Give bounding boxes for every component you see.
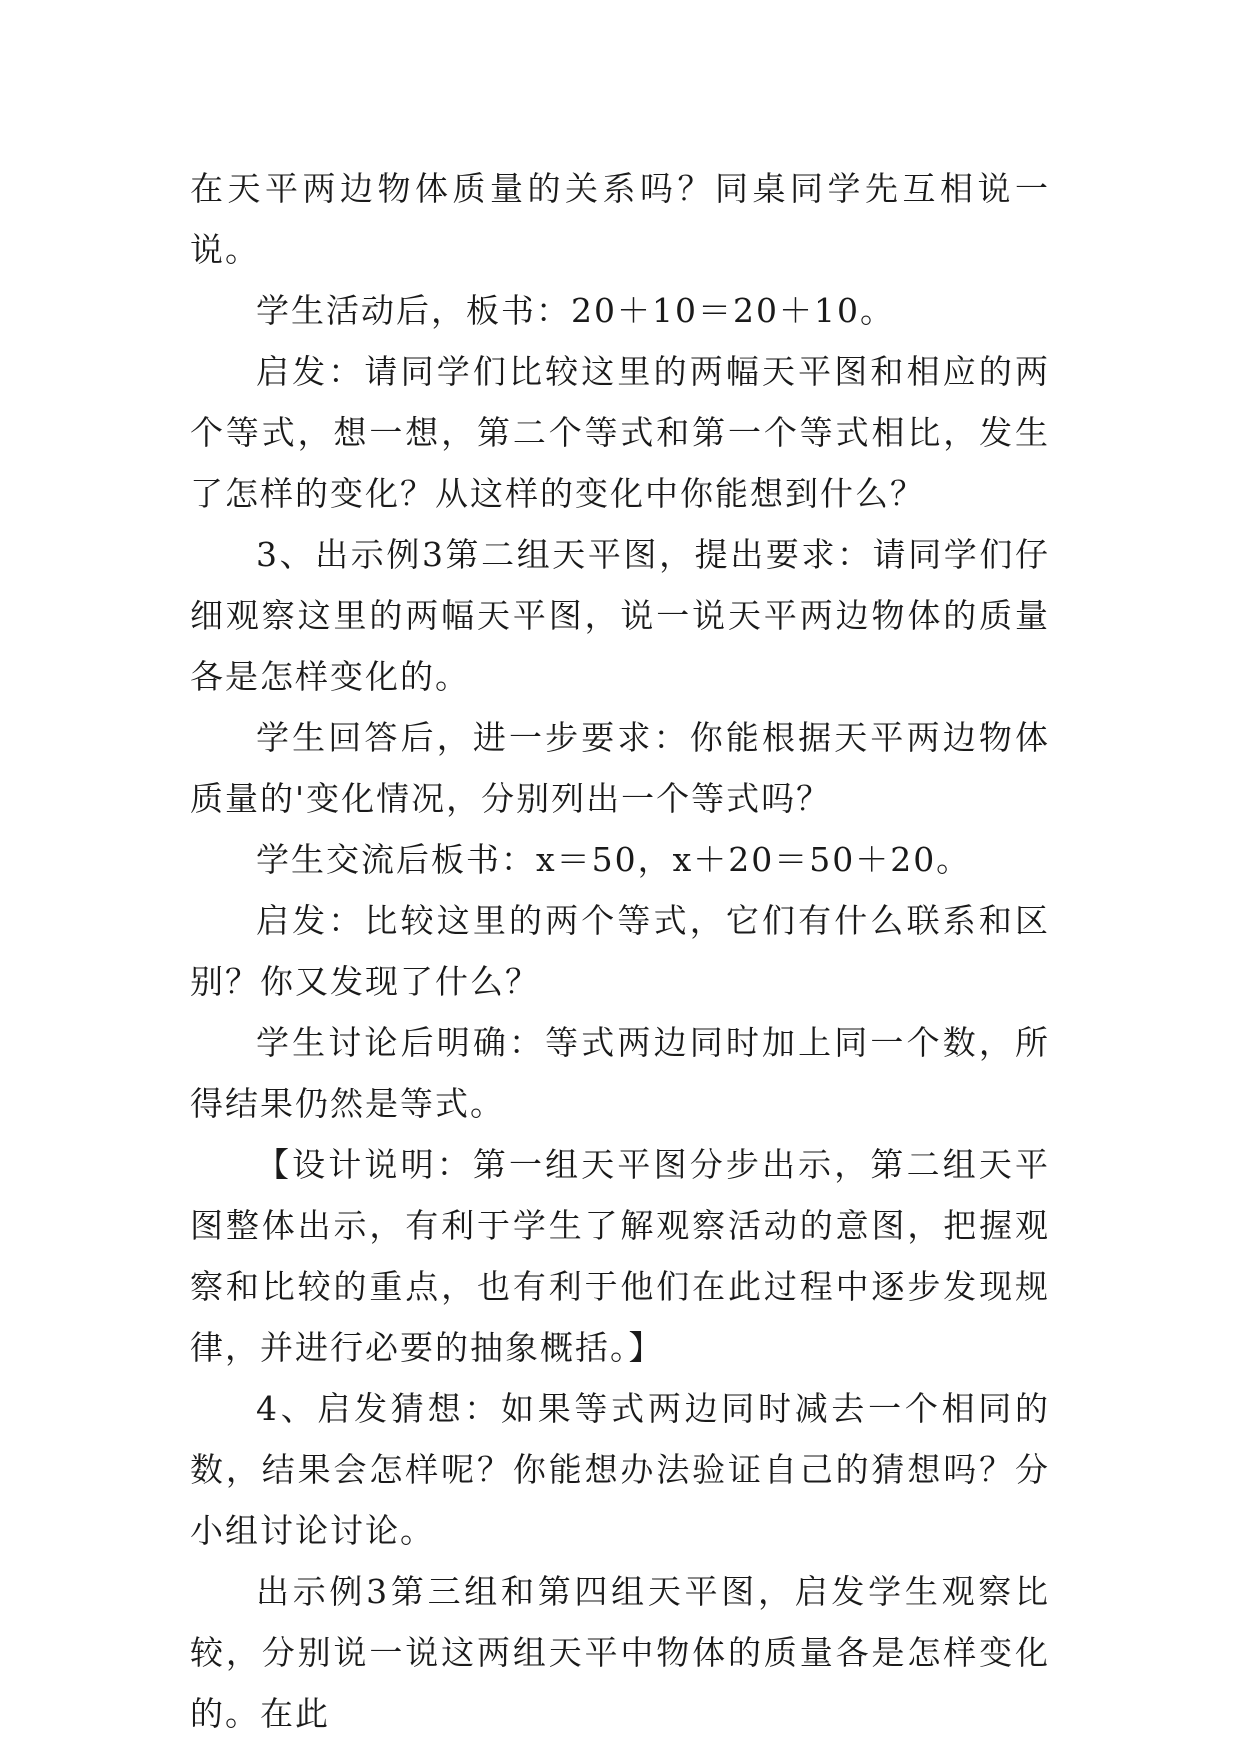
- paragraph: 启发：请同学们比较这里的两幅天平图和相应的两个等式，想一想，第二个等式和第一个等式相比，发生了怎样的变化？从这样的变化中你能想到什么？: [190, 352, 1050, 513]
- paragraph: 启发：比较这里的两个等式，它们有什么联系和区别？你又发现了什么？: [190, 901, 1050, 1001]
- paragraph: 出示例3第三组和第四组天平图，启发学生观察比较，分别说一说这两组天平中物体的质量各是怎样变化的。在此: [190, 1572, 1050, 1733]
- document-body: [190, 158, 1050, 1744]
- paragraph: 学生讨论后明确：等式两边同时加上同一个数，所得结果仍然是等式。: [190, 1023, 1050, 1123]
- paragraph: 学生交流后板书：x＝50，x＋20＝50＋20。: [256, 840, 972, 879]
- paragraph-continuation: 在天平两边物体质量的关系吗？同桌同学先互相说一说。: [190, 169, 1050, 269]
- paragraph: 学生回答后，进一步要求：你能根据天平两边物体质量的'变化情况，分别列出一个等式吗？: [190, 718, 1050, 818]
- paragraph: 4、启发猜想：如果等式两边同时减去一个相同的数，结果会怎样呢？你能想办法验证自己的猜想吗？分小组讨论讨论。: [190, 1389, 1050, 1550]
- paragraph: 学生活动后，板书：20＋10＝20＋10。: [256, 291, 895, 330]
- paragraph: 3、出示例3第二组天平图，提出要求：请同学们仔细观察这里的两幅天平图，说一说天平两边物体的质量各是怎样变化的。: [190, 535, 1050, 696]
- design-note-paragraph: 【设计说明：第一组天平图分步出示，第二组天平图整体出示，有利于学生了解观察活动的意图，把握观察和比较的重点，也有利于他们在此过程中逐步发现规律，并进行必要的抽象概括。】: [190, 1145, 1050, 1367]
